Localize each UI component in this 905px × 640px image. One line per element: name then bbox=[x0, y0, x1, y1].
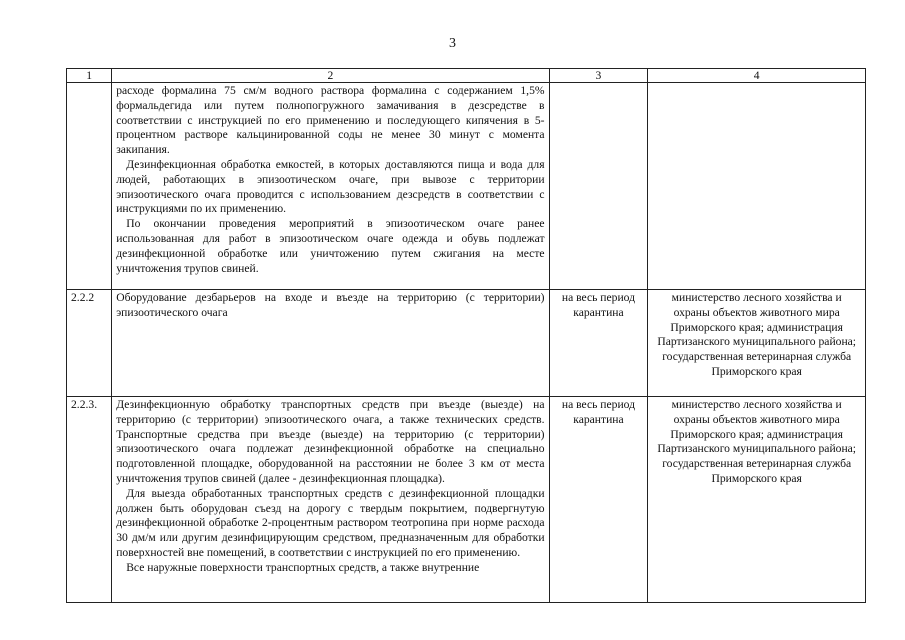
cell-period: на весь период карантина bbox=[549, 397, 648, 603]
measure-paragraph: расходе формалина 75 см/м водного раствора формалина с содержанием 1,5% формальдегида или путем полнопогружного замачивания в дезсредстве в соответствии с инструкцией по его применению и последующего кипячения в 5-процентном растворе кальцинированной соды не менее 30 минут с момента закипания. bbox=[116, 84, 545, 157]
cell-period: на весь период карантина bbox=[549, 290, 648, 397]
measure-paragraph: По окончании проведения мероприятий в эпизоотическом очаге ранее использованная для работ в эпизоотическом очаге одежда и обувь подлежат дезинфекционной обработке или уничтожению путем сжигания на месте уничтожения трупов свиней. bbox=[116, 217, 545, 275]
column-header-1: 1 bbox=[67, 69, 112, 83]
measure-paragraph: Дезинфекционная обработка емкостей, в которых доставляются пища и вода для людей, работающих в эпизоотическом очаге, при вывозе с территории эпизоотического очага проводится с использованием дезсредств в соответствии с инструкциями по их применению. bbox=[116, 157, 545, 216]
cell-number: 2.2.2 bbox=[67, 290, 112, 397]
cell-measure bbox=[112, 397, 549, 603]
cell-measure: Оборудование дезбарьеров на входе и въезде на территорию (с территории) эпизоотического очага bbox=[112, 290, 549, 397]
measures-table bbox=[66, 68, 866, 603]
cell-responsible: министерство лесного хозяйства и охраны объектов животного мира Приморского края; администрация Партизанского муниципального района; государственная ветеринарная служба Приморского края bbox=[648, 397, 866, 603]
measure-paragraph: Все наружные поверхности транспортных средств, а также внутренние bbox=[126, 560, 480, 574]
cell-period bbox=[549, 83, 648, 290]
measure-paragraph: Дезинфекционную обработку транспортных средств при въезде (выезде) на территорию (с территории) эпизоотического очага, а также технических средств. Транспортные средства при въезде (выезде) на территорию (с территории) эпизоотического очага подлежат дезинфекционной обработке на специально подготовленной площадке, оборудованной на расстоянии не более 3 км от места уничтожения трупов свиней (далее - дезинфекционная площадка). bbox=[116, 398, 545, 485]
cell-number: 2.2.3. bbox=[67, 397, 112, 603]
column-header-4: 4 bbox=[648, 69, 866, 83]
cell-responsible bbox=[648, 83, 866, 290]
table-header-row bbox=[67, 69, 866, 83]
measure-paragraph: Для выезда обработанных транспортных средств с дезинфекционной площадки должен быть оборудован съезд на дорогу с твердым покрытием, подвергнутую дезинфекционной обработке 2-процентным раствором теотропина при норме расхода 30 дм/м или другим дезинфицирующим средством, предназначенным для обработки поверхностей вне помещений, в соответствии с инструкцией по его применению. bbox=[116, 486, 545, 559]
column-header-2: 2 bbox=[112, 69, 549, 83]
cell-measure bbox=[112, 83, 549, 290]
table-row bbox=[67, 290, 866, 397]
page-number: 3 bbox=[449, 36, 456, 51]
cell-responsible: министерство лесного хозяйства и охраны объектов животного мира Приморского края; администрация Партизанского муниципального района; государственная ветеринарная служба Приморского края bbox=[648, 290, 866, 397]
cell-number bbox=[67, 83, 112, 290]
table-row bbox=[67, 397, 866, 603]
table-row-continuation bbox=[67, 83, 866, 290]
column-header-3: 3 bbox=[549, 69, 648, 83]
